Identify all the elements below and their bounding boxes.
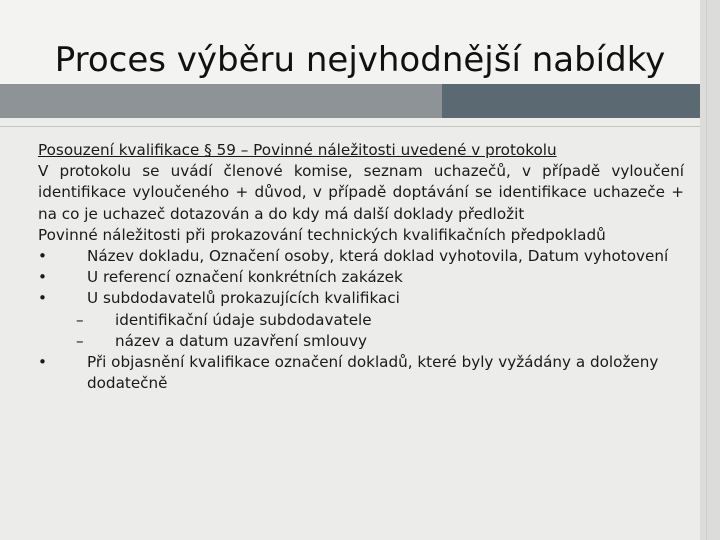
right-divider-line bbox=[706, 0, 707, 540]
bullet-text: U referencí označení konkrétních zakázek bbox=[87, 268, 403, 287]
title-divider-gray bbox=[0, 84, 442, 118]
bullet-marker: • bbox=[38, 247, 47, 266]
content-top-line bbox=[0, 126, 706, 127]
sub-bullet-text: identifikační údaje subdodavatele bbox=[115, 310, 372, 329]
sub-bullet-item bbox=[38, 310, 684, 331]
slide-title: Proces výběru nejvhodnější nabídky bbox=[54, 40, 666, 80]
sub-bullet-text: název a datum uzavření smlouvy bbox=[115, 331, 367, 350]
protocol-paragraph: V protokolu se uvádí členové komise, seznam uchazečů, v případě vyloučení identifikace vyloučeného + důvod, v případě doptávání se identifikace uchazeče + na co je uchazeč dotazován a do kdy má další doklady předložit bbox=[38, 162, 684, 223]
requirements-subheading: Povinné náležitosti při prokazování technických kvalifikačních předpokladů bbox=[38, 225, 606, 244]
sub-bullet-item bbox=[38, 331, 684, 352]
slide-content bbox=[38, 140, 684, 394]
bullet-item bbox=[38, 352, 684, 394]
dash-marker: – bbox=[76, 331, 84, 350]
bullet-text: Název dokladu, Označení osoby, která doklad vyhotovila, Datum vyhotovení bbox=[87, 247, 669, 266]
bullet-text: Při objasnění kvalifikace označení dokladů, které byly vyžádány a doloženy dodatečně bbox=[87, 353, 659, 393]
bullet-marker: • bbox=[38, 268, 47, 287]
dash-marker: – bbox=[76, 310, 84, 329]
bullet-item bbox=[38, 267, 684, 288]
bullet-item bbox=[38, 288, 684, 309]
bullet-marker: • bbox=[38, 353, 47, 372]
bullet-text: U subdodavatelů prokazujících kvalifikaci bbox=[87, 289, 400, 308]
right-stripe bbox=[700, 0, 720, 540]
bullet-item bbox=[38, 246, 684, 267]
bullet-marker: • bbox=[38, 289, 47, 308]
section-heading: Posouzení kvalifikace § 59 – Povinné náležitosti uvedené v protokolu bbox=[38, 141, 557, 159]
